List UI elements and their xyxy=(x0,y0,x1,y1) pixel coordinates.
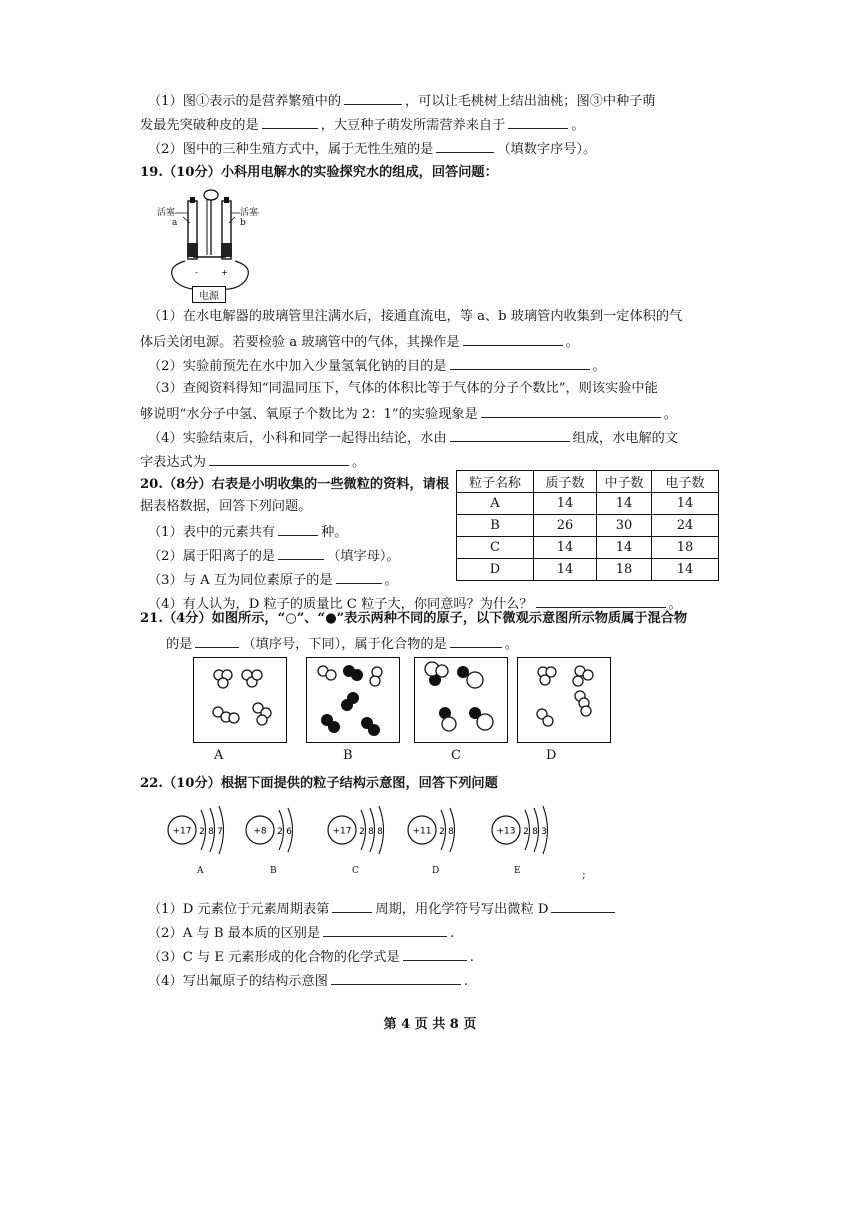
micro-diagram-b xyxy=(306,657,400,743)
q18-part1-line2 xyxy=(140,114,585,136)
answer-blank[interactable] xyxy=(481,403,661,418)
answer-blank[interactable] xyxy=(508,114,568,129)
q22-text: （4）写出氟原子的结构示意图 xyxy=(148,974,328,989)
answer-blank[interactable] xyxy=(332,898,372,913)
electron-count: 8 xyxy=(208,827,214,837)
fig-label-b: b xyxy=(240,218,246,228)
q19-part4-line1 xyxy=(148,427,678,449)
q18-text: （2）图中的三种生殖方式中，属于无性生殖的是 xyxy=(148,142,434,157)
diagram-label-a: A xyxy=(214,748,224,763)
q21-text: 。 xyxy=(504,637,518,652)
answer-blank[interactable] xyxy=(209,451,349,466)
micro-diagram-c xyxy=(414,657,508,743)
table-cell: D xyxy=(457,559,534,581)
atom-label-c: C xyxy=(352,866,359,876)
trailing-mark: ; xyxy=(582,868,586,881)
q19-part4-line2 xyxy=(140,451,365,473)
q22-text: 周期，用化学符号写出微粒 D xyxy=(375,902,549,917)
nucleus-charge: +11 xyxy=(412,826,432,837)
q21-text: 的是 xyxy=(166,637,193,652)
q18-text: （填数字序号）。 xyxy=(497,142,597,157)
answer-blank[interactable] xyxy=(336,569,382,584)
atom-label-a: A xyxy=(197,866,204,876)
answer-blank[interactable] xyxy=(403,946,467,961)
answer-blank[interactable] xyxy=(436,138,494,153)
atom-diagram-a xyxy=(168,806,224,854)
answer-blank[interactable] xyxy=(551,898,615,913)
table-cell: C xyxy=(457,537,534,559)
table-cell: 30 xyxy=(597,515,652,537)
table-row xyxy=(457,515,719,537)
q19-text: （2）实验前预先在水中加入少量氢氧化钠的目的是 xyxy=(148,359,447,374)
electron-count: 2 xyxy=(359,827,365,837)
q22-text: （3）C 与 E 元素形成的化合物的化学式是 xyxy=(148,950,400,965)
q18-text: ，大豆种子萌发所需营养来自于 xyxy=(320,118,506,133)
molecules-a-icon xyxy=(194,658,286,742)
atom-diagram-e xyxy=(492,806,548,854)
q22-text: . xyxy=(450,926,455,941)
table-cell: 14 xyxy=(534,559,597,581)
q22-title: 22.（10分）根据下面提供的粒子结构示意图，回答下列问题 xyxy=(140,776,498,791)
answer-blank[interactable] xyxy=(344,90,402,105)
q19-text: 。 xyxy=(663,407,677,422)
electron-count: 7 xyxy=(217,827,223,837)
table-cell: 24 xyxy=(652,515,719,537)
table-cell: 14 xyxy=(534,537,597,559)
q18-text: 。 xyxy=(571,118,585,133)
q22-part4 xyxy=(148,970,468,992)
q22-text: （1）D 元素位于元素周期表第 xyxy=(148,902,330,917)
answer-blank[interactable] xyxy=(463,331,563,346)
table-cell: 18 xyxy=(652,537,719,559)
q20-text: 。 xyxy=(668,597,682,612)
q21-title-line1: 21.（4分）如图所示，“○”、“●”表示两种不同的原子，以下微观示意图所示物质属于混合物 xyxy=(140,611,688,626)
answer-blank[interactable] xyxy=(450,633,502,648)
q21-title-line2 xyxy=(166,633,518,655)
atom-label-e: E xyxy=(514,866,521,876)
q18-part1-line1 xyxy=(148,90,656,112)
q20-text: 。 xyxy=(384,573,398,588)
electron-count: 3 xyxy=(541,827,547,837)
q20-title-line2: 据表格数据，回答下列问题。 xyxy=(140,499,312,514)
q20-text: （4）有人认为，D 粒子的质量比 C 粒子大，你同意吗？为什么？ xyxy=(148,597,533,612)
table-cell: 14 xyxy=(652,559,719,581)
answer-blank[interactable] xyxy=(195,633,239,648)
q19-text: 字表达式为 xyxy=(140,455,206,470)
fig-label-a: a xyxy=(172,218,178,228)
table-cell: 14 xyxy=(597,493,652,515)
table-cell: 14 xyxy=(597,537,652,559)
answer-blank[interactable] xyxy=(536,593,666,608)
atom-diagram-c xyxy=(328,806,384,854)
electron-count: 8 xyxy=(377,827,383,837)
q20-text: （3）与 A 互为同位素原子的是 xyxy=(148,573,333,588)
q22-part1 xyxy=(148,898,618,920)
q22-part3 xyxy=(148,946,474,968)
q19-text: 。 xyxy=(351,455,366,470)
diagram-label-c: C xyxy=(451,748,461,763)
q18-text: ，可以让毛桃树上结出油桃；图③中种子萌 xyxy=(405,94,656,109)
micro-diagram-d xyxy=(517,657,611,743)
q19-text: 。 xyxy=(592,359,606,374)
table-cell: B xyxy=(457,515,534,537)
fig-label-stopcock-right: 活塞 xyxy=(240,205,258,218)
q19-part1-line1: （1）在水电解器的玻璃管里注满水后，接通直流电，等 a、b 玻璃管内收集到一定体积的气 xyxy=(148,309,683,324)
q18-part2 xyxy=(148,138,596,160)
q19-part3-line2 xyxy=(140,403,677,425)
electron-count: 2 xyxy=(199,827,205,837)
q19-part3-line1: （3）查阅资料得知“同温同压下，气体的体积比等于气体的分子个数比”，则该实验中能 xyxy=(148,381,658,396)
atom-diagram-d xyxy=(408,808,455,852)
q22-text: . xyxy=(469,950,474,965)
answer-blank[interactable] xyxy=(450,355,590,370)
q19-text: （4）实验结束后，小科和同学一起得出结论，水由 xyxy=(148,431,447,446)
electron-count: 2 xyxy=(439,827,445,837)
electron-count: 8 xyxy=(448,827,454,837)
reservoir-icon xyxy=(204,190,218,200)
answer-blank[interactable] xyxy=(323,922,447,937)
q22-text: （2）A 与 B 最本质的区别是 xyxy=(148,926,321,941)
table-row xyxy=(457,537,719,559)
q20-text: 种。 xyxy=(321,525,348,540)
q19-part1-line2 xyxy=(140,331,579,353)
electrolysis-apparatus-figure xyxy=(155,183,265,303)
electron-count: 2 xyxy=(277,827,283,837)
q19-text: 组成，水电解的文 xyxy=(572,431,679,446)
plus-sign: + xyxy=(221,268,228,277)
q19-title: 19.（10分）小科用电解水的实验探究水的组成，回答问题： xyxy=(140,165,498,180)
q20-part2 xyxy=(148,545,400,567)
nucleus-charge: +17 xyxy=(332,826,352,837)
q20-title-line1: 20.（8分）右表是小明收集的一些微粒的资料，请根 xyxy=(140,477,450,492)
diagram-label-b: B xyxy=(343,748,353,763)
table-row xyxy=(457,559,719,581)
table-cell: 18 xyxy=(597,559,652,581)
electron-count: 6 xyxy=(286,827,292,837)
table-header-cell: 电子数 xyxy=(652,471,719,493)
answer-blank[interactable] xyxy=(262,114,318,129)
molecules-b-icon xyxy=(307,658,399,742)
table-header-row xyxy=(457,471,719,493)
fig-label-stopcock-left: 活塞 xyxy=(157,205,175,218)
micro-diagram-a xyxy=(193,657,287,743)
answer-blank[interactable] xyxy=(331,970,461,985)
table-header-cell: 粒子名称 xyxy=(457,471,534,493)
electron-count: 8 xyxy=(532,827,538,837)
q20-text: （填字母）。 xyxy=(327,549,400,564)
molecules-d-icon xyxy=(518,658,610,742)
q20-part1 xyxy=(148,521,347,543)
answer-blank[interactable] xyxy=(278,521,318,536)
table-cell: 14 xyxy=(652,493,719,515)
q22-part2 xyxy=(148,922,454,944)
nucleus-charge: +8 xyxy=(253,826,267,837)
q20-text: （1）表中的元素共有 xyxy=(148,525,276,540)
diagram-label-d: D xyxy=(546,748,557,763)
table-header-cell: 中子数 xyxy=(597,471,652,493)
particle-data-table xyxy=(456,470,719,581)
q18-text: （1）图①表示的是营养繁殖中的 xyxy=(148,94,342,109)
atom-diagram-b xyxy=(246,808,293,852)
q18-text: 发最先突破种皮的是 xyxy=(140,118,259,133)
table-row xyxy=(457,493,719,515)
table-cell: 26 xyxy=(534,515,597,537)
minus-sign: - xyxy=(195,268,198,277)
molecules-c-icon xyxy=(415,658,507,742)
electron-count: 2 xyxy=(523,827,529,837)
nucleus-charge: +17 xyxy=(172,826,192,837)
atom-label-d: D xyxy=(432,866,440,876)
q19-text: 体后关闭电源。若要检验 a 玻璃管中的气体，其操作是 xyxy=(140,335,460,350)
answer-blank[interactable] xyxy=(450,427,570,442)
q19-text: 够说明“水分子中氢、氧原子个数比为 2：1”的实验现象是 xyxy=(140,407,478,422)
q20-part3 xyxy=(148,569,398,591)
q21-text: （填序号，下同），属于化合物的是 xyxy=(242,637,447,652)
q19-text: 。 xyxy=(565,335,579,350)
table-header-cell: 质子数 xyxy=(534,471,597,493)
page-footer: 第 4 页 共 8 页 xyxy=(383,1017,477,1032)
nucleus-charge: +13 xyxy=(496,826,516,837)
answer-blank[interactable] xyxy=(278,545,324,560)
table-cell: A xyxy=(457,493,534,515)
fig-label-power: 电源 xyxy=(192,286,226,303)
atom-label-b: B xyxy=(270,866,277,876)
q19-part2 xyxy=(148,355,606,377)
electron-count: 8 xyxy=(368,827,374,837)
q22-text: . xyxy=(463,974,469,989)
q20-text: （2）属于阳离子的是 xyxy=(148,549,276,564)
atom-structure-diagrams xyxy=(150,800,610,870)
table-cell: 14 xyxy=(534,493,597,515)
